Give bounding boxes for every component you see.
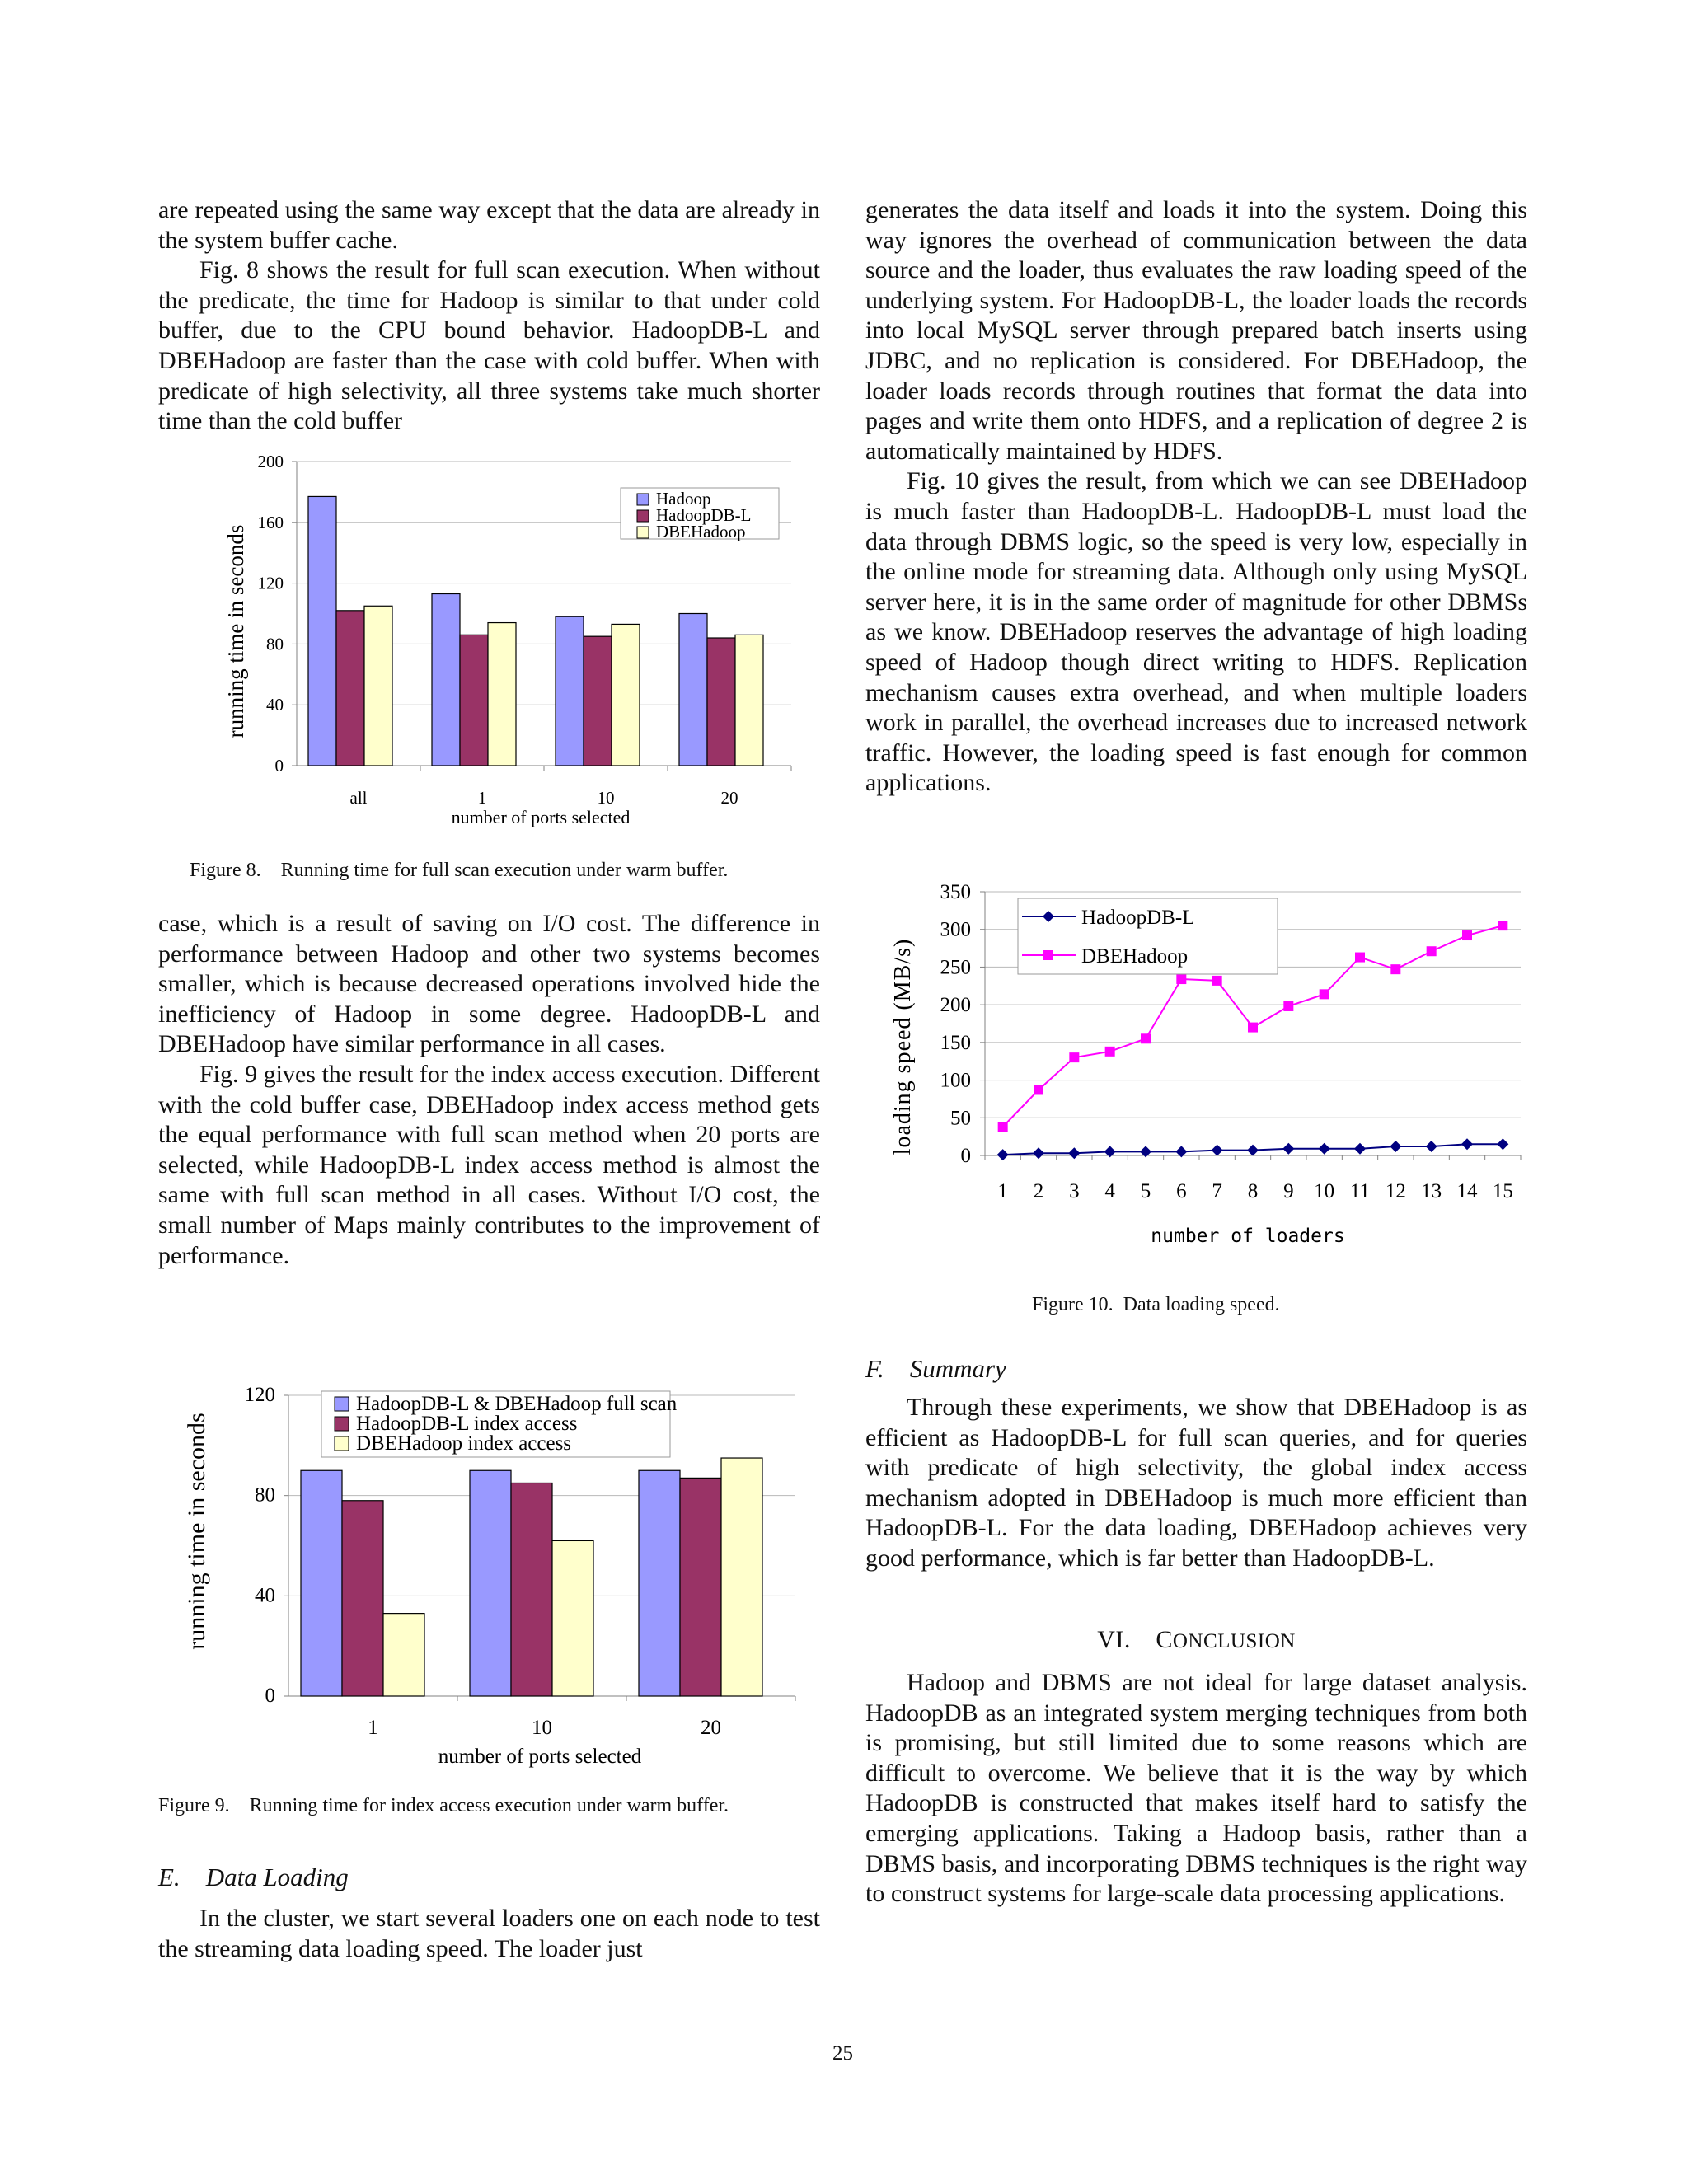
x-tick-label: 11 [1349,1180,1371,1202]
x-tick-label: 13 [1421,1180,1442,1202]
legend [321,1391,678,1457]
bar-dbehadoop-index-access [721,1458,762,1696]
bar-hadoopdb-l [707,638,735,766]
y-axis-label: running time in seconds [223,524,248,738]
figure-8-chart [198,445,808,841]
legend-label: HadoopDB-L [656,505,752,525]
data-point-dbehadoop [1105,1047,1115,1057]
y-tick-label: 0 [960,1145,971,1167]
y-tick-label: 200 [257,452,284,471]
y-tick-label: 150 [940,1031,971,1054]
data-point-dbehadoop [1498,921,1507,930]
data-point-hadoopdb-l [1426,1141,1437,1152]
data-point-dbehadoop [1176,974,1186,984]
paragraph: generates the data itself and loads it into the system. Doing this way ignores the overhead of communication between the data source and the loader, thus evaluates the raw loading speed of the underlying system. For HadoopDB-L, the loader loads the records into local MySQL server through prepared batch inserts using JDBC, and no replication is considered. For DBEHadoop, the loader loads records through routines that format the data into pages and write them onto HDFS, and a replication of degree 2 is automatically maintained by HDFS. [865,196,1527,465]
x-tick-label: all [349,788,368,808]
legend-swatch-hadoopdb-l [637,510,649,522]
x-tick-label: 3 [1069,1180,1080,1202]
bar-dbehadoop [364,606,392,766]
legend-label: Hadoop [656,489,711,509]
data-point-dbehadoop [1034,1085,1043,1094]
section-title-rest: ONCLUSION [1172,1630,1296,1652]
y-tick-label: 40 [266,695,284,715]
x-tick-label: 20 [701,1717,721,1739]
data-point-dbehadoop [1355,953,1365,963]
data-point-dbehadoop [1320,989,1329,999]
subsection-number: F. [865,1354,884,1383]
paragraph: Fig. 9 gives the result for the index access execution. Different with the cold buffer case, DBEHadoop index access method gets the equal performance with full scan method when 20 ports are selected, while HadoopDB-L index access method is almost the same with full scan method in all cases. Without I/O cost, the small number of Maps mainly contributes to the improvement of performance. [158,1060,820,1269]
legend-swatch-dbehadoop-index [335,1436,349,1451]
data-point-hadoopdb-l [1247,1145,1259,1156]
legend-label: DBEHadoop index access [356,1432,572,1455]
legend-swatch-dbehadoop [637,527,649,538]
bar-hadoopdb-l [460,635,488,766]
left-column-middle [158,909,820,1271]
bar-hadoop [432,594,460,766]
x-tick-label: 20 [720,788,738,808]
x-tick-label: 10 [532,1717,552,1739]
paragraph: Hadoop and DBMS are not ideal for large dataset analysis. HadoopDB as an integrated system merging techniques from both is promising, but still limited due to some reasons which are difficult to overcome. We believe that it is the way by which HadoopDB is constructed that makes itself hard to satisfy the emerging applications. Taking a Hadoop basis, rather than a DBMS basis, and incorporating DBMS techniques is the right way to construct systems for large-scale data processing applications. [865,1669,1527,1908]
bar-hadoopdb-l-index-access [511,1483,552,1696]
data-point-hadoopdb-l [1461,1138,1473,1150]
data-point-hadoopdb-l [997,1149,1009,1160]
y-axis-label: loading speed (MB/s) [890,938,916,1155]
subsection-e-heading [158,1863,349,1892]
x-axis-label: number of ports selected [438,1746,642,1768]
right-column-summary [865,1393,1527,1574]
x-tick-label: 4 [1104,1180,1115,1202]
x-axis-label: number of loaders [1151,1226,1345,1247]
bar-dbehadoop-index-access [383,1614,424,1696]
legend-swatch-hadoopdb-l-index [335,1417,349,1431]
y-tick-label: 80 [266,634,284,654]
data-point-dbehadoop [1390,964,1400,974]
subsection-title: Summary [909,1354,1006,1383]
data-point-hadoopdb-l [1033,1147,1044,1159]
subsection-number: E. [158,1863,181,1891]
y-tick-label: 50 [950,1107,971,1130]
bar-dbehadoop [612,624,640,766]
bar-hadoopdb-l [584,636,612,766]
bar-hadoopdb-l-index-access [680,1478,721,1696]
figure-8-caption: Figure 8. Running time for full scan execution under warm buffer. [190,860,729,881]
bar-hadoopdb-l [336,611,364,766]
data-point-dbehadoop [1283,1001,1293,1011]
subsection-title: Data Loading [205,1863,349,1891]
legend-label: HadoopDB-L [1081,907,1195,929]
x-tick-label: 1 [997,1180,1008,1202]
x-tick-label: 2 [1033,1180,1044,1202]
x-tick-label: 15 [1492,1180,1513,1202]
figure-9-chart [173,1372,824,1768]
x-tick-label: 14 [1456,1180,1478,1202]
data-point-hadoopdb-l [1068,1147,1080,1159]
subsection-f-heading [865,1354,1006,1384]
data-point-hadoopdb-l [1212,1145,1223,1156]
data-point-hadoopdb-l [1354,1143,1366,1155]
data-point-hadoopdb-l [1497,1138,1508,1150]
x-tick-label: 10 [1314,1180,1335,1202]
x-tick-label: 6 [1176,1180,1187,1202]
data-point-dbehadoop [1462,930,1472,940]
x-tick-label: 12 [1385,1180,1406,1202]
bar-hadoopdb-l-dbehadoop-full-scan [470,1470,511,1696]
x-tick-label: 8 [1247,1180,1259,1202]
y-tick-label: 350 [940,881,971,903]
paragraph: Through these experiments, we show that DBEHadoop is as efficient as HadoopDB-L for full scan queries, and for queries with predicate of high selectivity, the global index access mechanism adopted in DBEHadoop is much more efficient than HadoopDB-L. For the data loading, DBEHadoop achieves very good performance, which is far better than HadoopDB-L. [865,1394,1527,1572]
figure-10-chart [890,874,1533,1261]
legend-swatch-hadoop [637,494,649,505]
bar-hadoop [679,614,707,766]
bar-dbehadoop [735,635,763,766]
data-point-hadoopdb-l [1390,1141,1401,1152]
data-point-dbehadoop [1141,1033,1151,1043]
y-tick-label: 250 [940,956,971,979]
x-tick-label: 1 [477,788,487,808]
data-point-dbehadoop [1248,1023,1258,1033]
figure-10-caption: Figure 10. Data loading speed. [1032,1294,1280,1315]
x-tick-label: 1 [368,1717,378,1739]
bar-hadoop [308,496,336,766]
y-tick-label: 0 [274,756,284,776]
data-point-hadoopdb-l [1282,1143,1294,1155]
bar-hadoopdb-l-dbehadoop-full-scan [639,1470,680,1696]
paragraph: case, which is a result of saving on I/O cost. The difference in performance between Hadoop and other two systems becomes smaller, which is because decreased operations involved hide the inefficiency of Hadoop in some degree. HadoopDB-L and DBEHadoop have similar performance in all cases. [158,910,820,1058]
legend-swatch-full-scan [335,1397,349,1411]
left-column-top [158,195,820,437]
data-point-dbehadoop [998,1122,1008,1132]
right-column-conclusion [865,1668,1527,1910]
y-tick-label: 200 [940,994,971,1017]
x-axis-label: number of ports selected [451,807,631,827]
legend-label: DBEHadoop [1081,945,1189,968]
y-tick-label: 120 [257,573,284,593]
x-tick-label: 5 [1140,1180,1151,1202]
legend-label: DBEHadoop [656,522,746,541]
left-column-bottom [158,1904,820,1964]
y-tick-label: 300 [940,918,971,941]
section-number: VI. [1097,1626,1131,1653]
y-tick-label: 100 [940,1069,971,1092]
section-title-initial: C [1156,1626,1173,1653]
bar-hadoop [556,616,584,766]
paragraph: Fig. 10 gives the result, from which we can see DBEHadoop is much faster than HadoopDB-L. HadoopDB-L must load the data through DBMS logic, so the speed is very low, especially in the online mode for streaming data. Although only using MySQL server here, it is in the same order of magnitude for other DBMSs as we know. DBEHadoop reserves the advantage of high loading speed of Hadoop though direct writing to HDFS. Replication mechanism causes extra overhead, and when multiple loaders work in parallel, the overhead increases due to increased network traffic. However, the loading speed is fast enough for common applications. [865,467,1527,797]
x-tick-label: 10 [597,788,615,808]
page-number: 25 [832,2042,853,2064]
y-tick-label: 160 [257,512,284,532]
y-tick-label: 40 [255,1584,275,1607]
y-tick-label: 120 [244,1384,275,1406]
y-tick-label: 0 [265,1685,275,1707]
legend-label: HadoopDB-L & DBEHadoop full scan [356,1393,678,1415]
paragraph: In the cluster, we start several loaders one on each node to test the streaming data loading speed. The loader just [158,1905,820,1962]
legend-marker-square [1043,950,1053,960]
data-point-hadoopdb-l [1319,1143,1330,1155]
bar-dbehadoop-index-access [552,1540,593,1696]
section-vi-heading [865,1626,1527,1654]
y-axis-label: running time in seconds [183,1413,210,1650]
y-tick-label: 80 [255,1483,275,1507]
right-column-top [865,195,1527,799]
paragraph: are repeated using the same way except that the data are already in the system buffer cache. [158,196,820,254]
paragraph: Fig. 8 shows the result for full scan execution. When without the predicate, the time for Hadoop is similar to that under cold buffer, due to the CPU bound behavior. HadoopDB-L and DBEHadoop are faster than the case with cold buffer. When with predicate of high selectivity, all three systems take much shorter time than the cold buffer [158,256,820,435]
data-point-dbehadoop [1427,946,1437,956]
data-point-dbehadoop [1069,1052,1079,1062]
x-tick-label: 9 [1283,1180,1294,1202]
figure-9-caption: Figure 9. Running time for index access execution under warm buffer. [158,1795,729,1816]
bar-hadoopdb-l-index-access [342,1501,383,1696]
bar-hadoopdb-l-dbehadoop-full-scan [301,1470,342,1696]
legend [1018,898,1278,974]
legend-label: HadoopDB-L index access [356,1413,578,1435]
legend [621,488,779,541]
data-point-dbehadoop [1212,976,1222,986]
bar-dbehadoop [488,623,516,766]
x-tick-label: 7 [1212,1180,1222,1202]
